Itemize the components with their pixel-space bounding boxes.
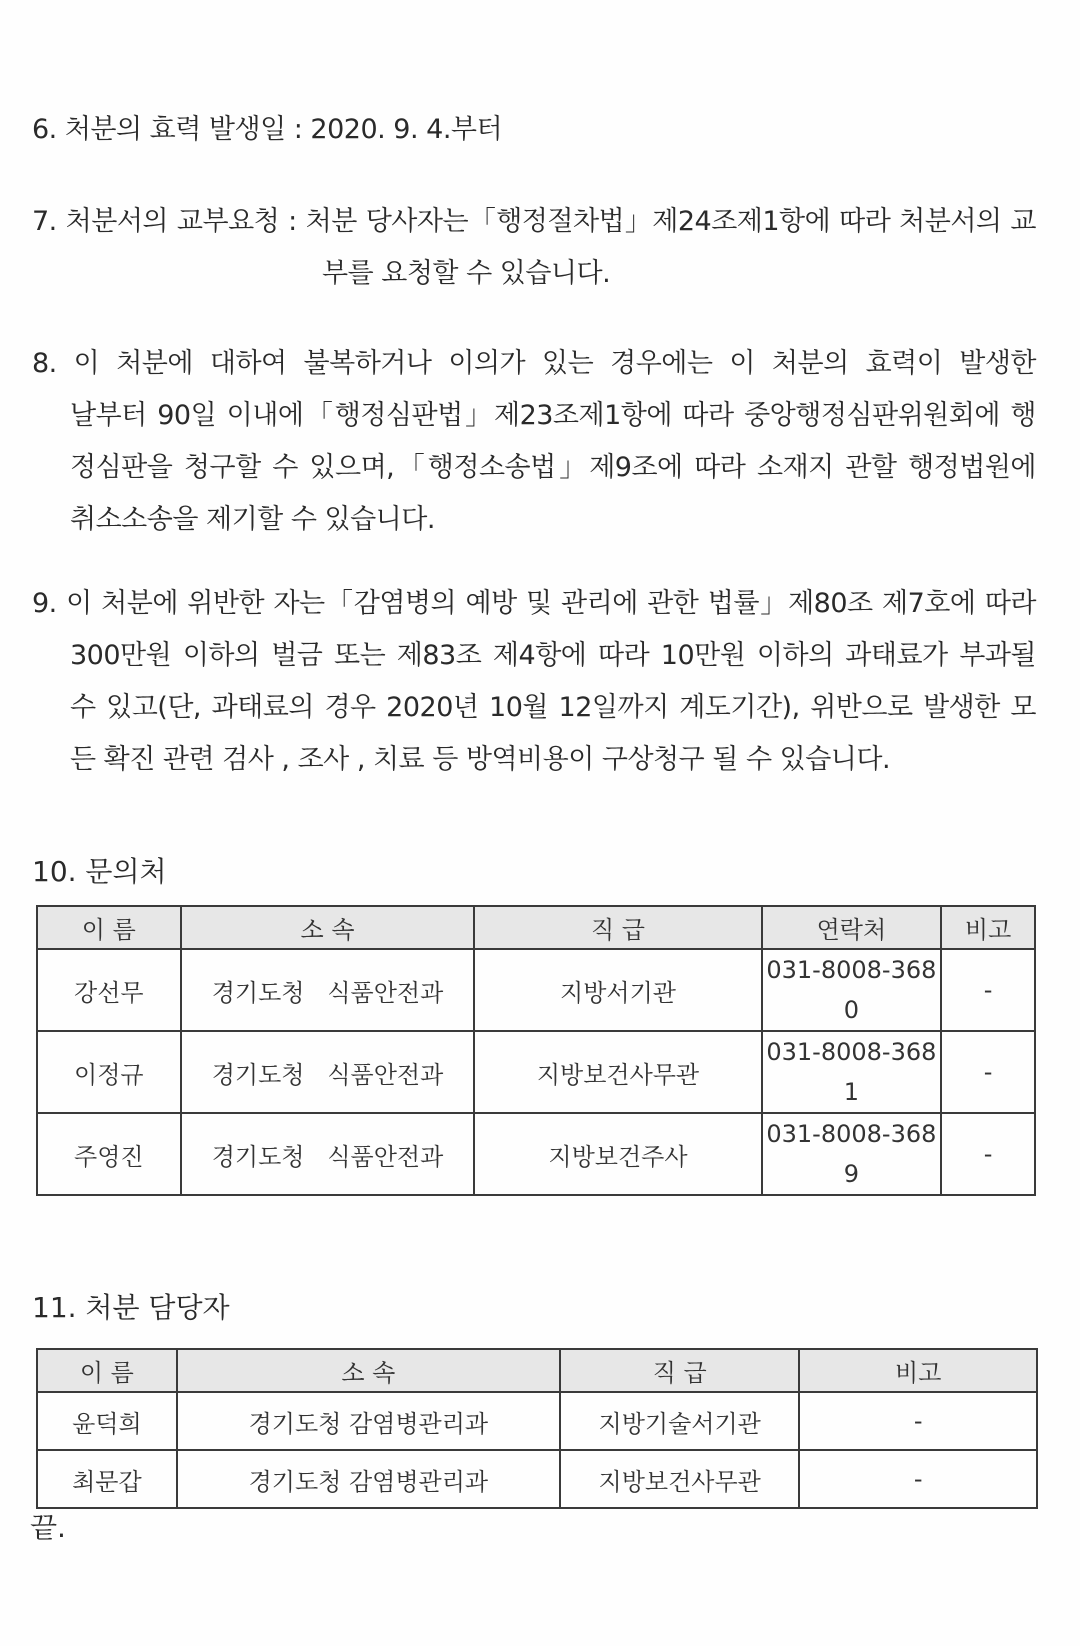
name-cell: 윤덕희 — [37, 1392, 177, 1450]
contacts-title: 10. 문의처 — [32, 855, 167, 888]
dept-cell: 경기도청 식품안전과 — [181, 949, 475, 1031]
item-6-text: 6. 처분의 효력 발생일 : 2020. 9. 4.부터 — [32, 114, 503, 145]
phone-cell: 031-8008-368 1 — [762, 1031, 942, 1113]
item-8-line-4: 취소소송을 제기할 수 있습니다. — [70, 504, 435, 535]
header-phone: 연락처 — [762, 906, 942, 949]
phone-cell: 031-8008-368 0 — [762, 949, 942, 1031]
note-cell: - — [799, 1450, 1037, 1508]
item-9-line-1: 9. 이 처분에 위반한 자는「감염병의 예방 및 관리에 관한 법률」제80조 제7호에 따라 — [32, 588, 1036, 619]
item-7-line-1: 7. 처분서의 교부요청 : 처분 당사자는「행정절차법」제24조제1항에 따라 처분서의 교 — [32, 206, 1036, 237]
table-row — [37, 949, 1035, 1031]
contacts-header-row — [37, 906, 1035, 949]
item-7 — [32, 196, 1036, 300]
header-dept: 소 속 — [177, 1349, 560, 1392]
rank-cell: 지방보건사무관 — [474, 1031, 761, 1113]
header-note: 비고 — [941, 906, 1035, 949]
name-cell: 주영진 — [37, 1113, 181, 1195]
table-row — [37, 1392, 1037, 1450]
dept-cell: 경기도청 식품안전과 — [181, 1031, 475, 1113]
officers-table — [36, 1348, 1038, 1509]
rank-cell: 지방기술서기관 — [560, 1392, 800, 1450]
note-cell: - — [941, 1031, 1035, 1113]
header-rank: 직 급 — [474, 906, 761, 949]
item-9-line-3: 수 있고(단, 과태료의 경우 2020년 10월 12일까지 계도기간), 위반으로 발생한 모 — [70, 692, 1036, 723]
dept-cell: 경기도청 감염병관리과 — [177, 1450, 560, 1508]
table-row — [37, 1031, 1035, 1113]
table-row — [37, 1113, 1035, 1195]
name-cell: 최문갑 — [37, 1450, 177, 1508]
item-9-line-4: 든 확진 관련 검사 , 조사 , 치료 등 방역비용이 구상청구 될 수 있습니다. — [70, 744, 891, 775]
header-rank: 직 급 — [560, 1349, 800, 1392]
name-cell: 이정규 — [37, 1031, 181, 1113]
contacts-table — [36, 905, 1036, 1196]
rank-cell: 지방보건사무관 — [560, 1450, 800, 1508]
end-mark: 끝. — [30, 1511, 66, 1544]
officers-title: 11. 처분 담당자 — [32, 1291, 230, 1324]
note-cell: - — [799, 1392, 1037, 1450]
rank-cell: 지방서기관 — [474, 949, 761, 1031]
header-name: 이 름 — [37, 906, 181, 949]
header-dept: 소 속 — [181, 906, 475, 949]
item-8-line-2: 날부터 90일 이내에「행정심판법」제23조제1항에 따라 중앙행정심판위원회에 행 — [70, 400, 1036, 431]
name-cell: 강선무 — [37, 949, 181, 1031]
rank-cell: 지방보건주사 — [474, 1113, 761, 1195]
item-6 — [32, 104, 1036, 156]
item-8 — [32, 338, 1036, 546]
item-7-line-2: 부를 요청할 수 있습니다. — [322, 258, 611, 289]
item-9 — [32, 578, 1036, 786]
note-cell: - — [941, 1113, 1035, 1195]
item-8-line-1: 8. 이 처분에 대하여 불복하거나 이의가 있는 경우에는 이 처분의 효력이 발생한 — [32, 348, 1036, 379]
dept-cell: 경기도청 감염병관리과 — [177, 1392, 560, 1450]
officers-header-row — [37, 1349, 1037, 1392]
phone-cell: 031-8008-368 9 — [762, 1113, 942, 1195]
note-cell: - — [941, 949, 1035, 1031]
item-8-line-3: 정심판을 청구할 수 있으며,「행정소송법」제9조에 따라 소재지 관할 행정법원에 — [70, 452, 1036, 483]
header-name: 이 름 — [37, 1349, 177, 1392]
header-note: 비고 — [799, 1349, 1037, 1392]
table-row — [37, 1450, 1037, 1508]
dept-cell: 경기도청 식품안전과 — [181, 1113, 475, 1195]
item-9-line-2: 300만원 이하의 벌금 또는 제83조 제4항에 따라 10만원 이하의 과태료가 부과될 — [70, 640, 1036, 671]
